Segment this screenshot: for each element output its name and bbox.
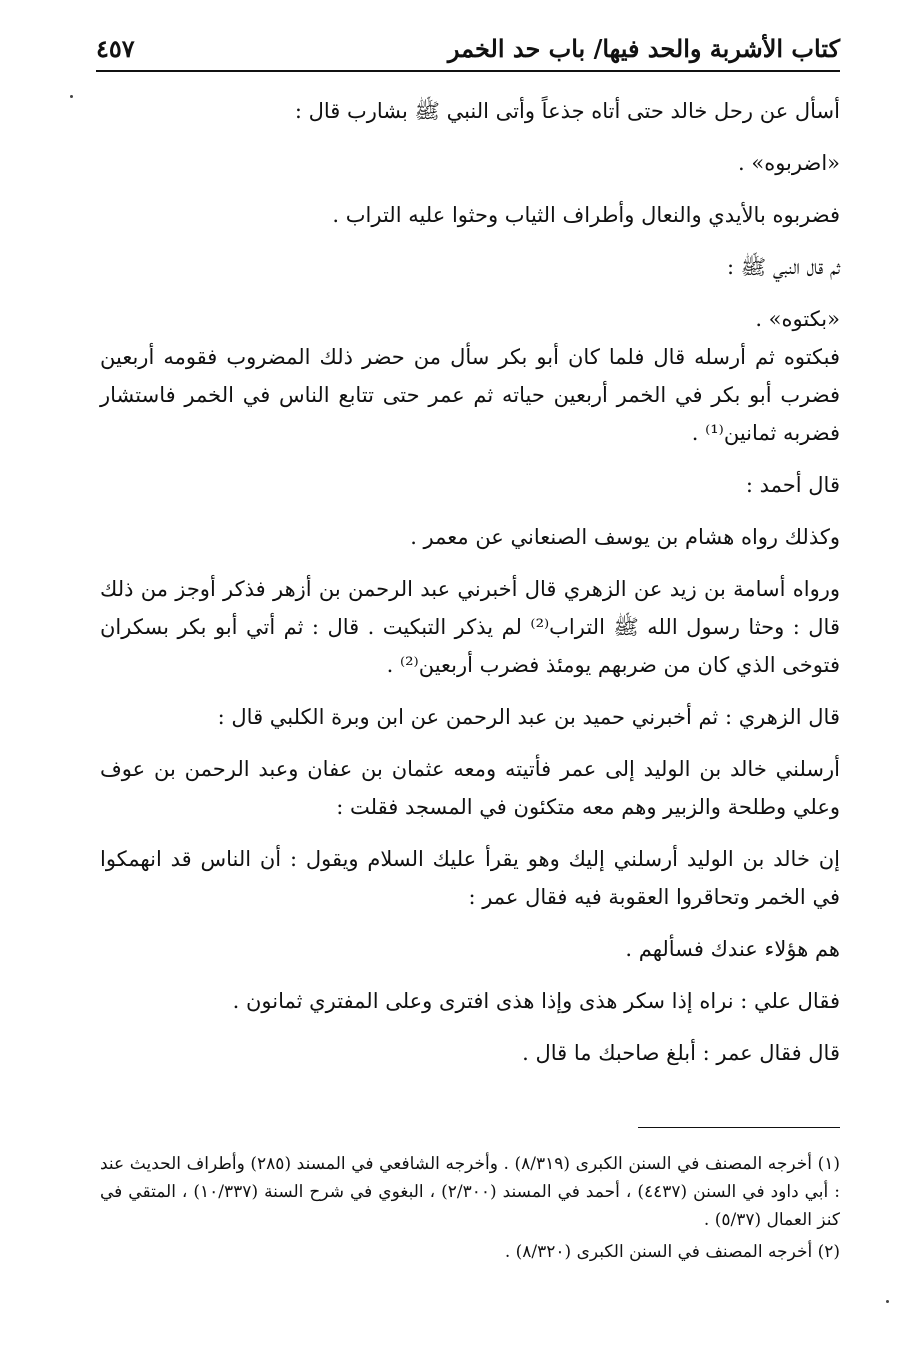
footnotes — [100, 1150, 840, 1270]
paragraph: قال الزهري : ثم أخبرني حميد بن عبد الرحمن عن ابن وبرة الكلبي قال : — [217, 705, 840, 729]
main-text — [100, 92, 840, 1072]
paragraph: «اضربوه» . — [738, 151, 840, 175]
scan-speck — [70, 95, 73, 98]
paragraph: فبكتوه ثم أرسله قال فلما كان أبو بكر سأل من حضر ذلك المضروب فقومه أربعين فضرب أبو بكر في الخمر أربعين حياته ثم عمر حتى تتابع الناس في الخمر فاستشار فضربه ثمانين⁽¹⁾ . — [100, 345, 840, 445]
paragraph: وكذلك رواه هشام بن يوسف الصنعاني عن معمر . — [410, 525, 840, 549]
paragraph: إن خالد بن الوليد أرسلني إليك وهو يقرأ عليك السلام ويقول : أن الناس قد انهمكوا في الخمر وتحاقروا العقوبة فيه فقال عمر : — [100, 847, 840, 909]
paragraph: أسأل عن رحل خالد حتى أتاه جذعاً وأتى النبي ﷺ بشارب قال : — [294, 99, 840, 123]
footnote-separator — [638, 1127, 840, 1128]
footnote: (١) أخرجه المصنف في السنن الكبرى (٨/٣١٩) . وأخرجه الشافعي في المسند (٢٨٥) وأطراف الحديث عند : أبي داود في السنن (٤٤٣٧) ، أحمد في المسند (٢/٣٠٠) ، البغوي في شرح السنة (١٠/٣٣٧) ، المتقي في كنز العمال (٥/٣٧) . — [100, 1154, 841, 1230]
paragraph: ورواه أسامة بن زيد عن الزهري قال أخبرني عبد الرحمن بن أزهر فذكر أوجز من ذلك قال : وحثا رسول الله ﷺ التراب⁽²⁾ لم يذكر التبكيت . قال : ثم أتي أبو بكر بسكران فتوخى الذي كان من ضربهم يومئذ فضرب أربعين⁽²⁾ . — [100, 577, 840, 677]
paragraph: فضربوه بالأيدي والنعال وأطراف الثياب وحثوا عليه التراب . — [332, 203, 840, 227]
paragraph: قال فقال عمر : أبلغ صاحبك ما قال . — [522, 1041, 840, 1065]
paragraph: ثم قال النبي ﷺ : — [727, 255, 840, 279]
paragraph: أرسلني خالد بن الوليد إلى عمر فأتيته ومعه عثمان بن عفان وعبد الرحمن بن عوف وعلي وطلحة والزبير وهم معه متكئون في المسجد فقلت : — [100, 757, 840, 819]
paragraph: فقال علي : نراه إذا سكر هذى وإذا هذى افترى وعلى المفتري ثمانون . — [232, 989, 840, 1013]
footnote: (٢) أخرجه المصنف في السنن الكبرى (٨/٣٢٠) . — [504, 1242, 840, 1262]
page-header — [96, 28, 840, 72]
paragraph: قال أحمد : — [745, 473, 840, 497]
page-number: ٤٥٧ — [96, 34, 135, 63]
paragraph: «بكتوه» . — [755, 307, 840, 331]
paragraph: هم هؤلاء عندك فسألهم . — [625, 937, 840, 961]
scan-speck — [886, 1300, 889, 1303]
running-title: كتاب الأشربة والحد فيها/ باب حد الخمر — [447, 34, 840, 63]
